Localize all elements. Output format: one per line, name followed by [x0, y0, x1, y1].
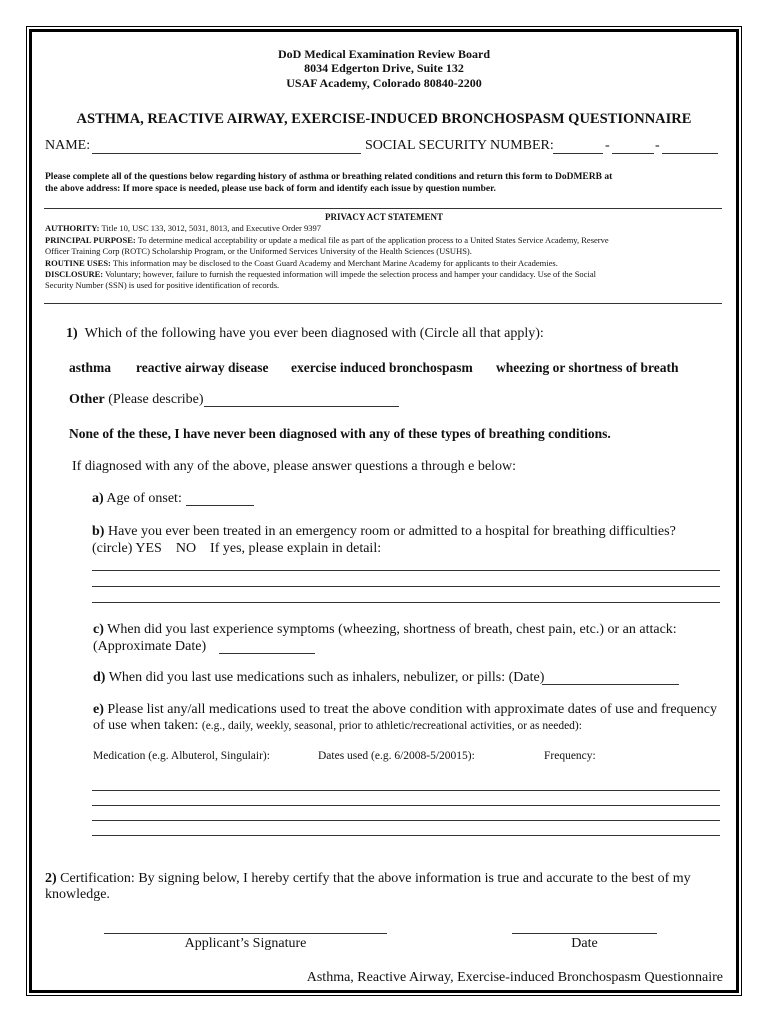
qd-date-field[interactable] [542, 684, 679, 685]
qe-text: Please list any/all medications used to treat the above condition with approximate dates of use and frequency [107, 702, 717, 717]
divider-top [44, 208, 722, 209]
form-title: ASTHMA, REACTIVE AIRWAY, EXERCISE-INDUCED BRONCHOSPASM QUESTIONNAIRE [76, 111, 692, 127]
routine-line [45, 258, 558, 269]
address-line-2: USAF Academy, Colorado 80840-2200 [286, 76, 482, 90]
qa-text: Age of onset: [106, 491, 182, 506]
privacy-heading: PRIVACY ACT STATEMENT [324, 212, 444, 222]
qe-label: e) [93, 702, 104, 717]
ssn-dash-1: - [605, 138, 610, 153]
question-e [93, 702, 717, 718]
authority-label: AUTHORITY: [45, 223, 100, 233]
disclosure-line [45, 269, 596, 280]
instructions-line-1: Please complete all of the questions below regarding history of asthma or breathing related conditions and return this form to DoDMERB at [45, 172, 613, 182]
divider-bottom [44, 303, 722, 304]
signature-label: Applicant’s Signature [184, 936, 307, 951]
medication-line-1[interactable] [92, 790, 720, 791]
purpose-line [45, 235, 609, 246]
ssn-label: SOCIAL SECURITY NUMBER: [365, 138, 554, 153]
qc-label: c) [93, 622, 104, 637]
question-b [92, 524, 676, 540]
qb-text: Have you ever been treated in an emergency room or admitted to a hospital for breathing difficulties? [107, 524, 676, 539]
org-name: DoD Medical Examination Review Board [278, 47, 490, 61]
option-exercise-bronchospasm[interactable]: exercise induced bronchospasm [291, 360, 473, 375]
qb-answer-line-2[interactable] [92, 586, 720, 587]
purpose-label: PRINCIPAL PURPOSE: [45, 235, 136, 245]
option-wheezing[interactable]: wheezing or shortness of breath [496, 360, 679, 375]
question-d [93, 670, 544, 686]
qb-answer-line-3[interactable] [92, 602, 720, 603]
routine-label: ROUTINE USES: [45, 258, 111, 268]
option-reactive-airway[interactable]: reactive airway disease [136, 360, 269, 375]
date-line[interactable] [512, 933, 657, 934]
address-line-1: 8034 Edgerton Drive, Suite 132 [304, 61, 464, 75]
qe-text-2-small: (e.g., daily, weekly, seasonal, prior to athletic/recreational activities, or as needed): [201, 720, 582, 732]
qe-text-2 [93, 718, 582, 734]
question-c [93, 622, 677, 638]
question-1 [66, 326, 544, 342]
purpose-text-2: Officer Training Corp (ROTC) Scholarship Program, or the Uniformed Services University of the Health Sciences (USUHS). [45, 246, 472, 256]
question-2 [45, 871, 691, 887]
ssn-field-part2[interactable] [612, 153, 654, 154]
qb-answer-line-1[interactable] [92, 570, 720, 571]
qb-text-2: (circle) YES NO If yes, please explain in detail: [92, 541, 382, 556]
name-label: NAME: [45, 138, 91, 153]
q2-text-2: knowledge. [45, 887, 110, 902]
footer-title: Asthma, Reactive Airway, Exercise-induced Bronchospasm Questionnaire [306, 970, 723, 985]
qd-label: d) [93, 670, 106, 685]
qc-date-field[interactable] [219, 653, 315, 654]
medication-line-3[interactable] [92, 820, 720, 821]
disclosure-text: Voluntary; however, failure to furnish the requested information will impede the selection process and hamper your candidacy. Use of the Social [105, 269, 596, 279]
q1-text: Which of the following have you ever been diagnosed with (Circle all that apply): [84, 326, 544, 341]
name-field[interactable] [92, 153, 361, 154]
q2-number: 2) [45, 871, 57, 886]
ssn-field-part1[interactable] [553, 153, 603, 154]
col-medication: Medication (e.g. Albuterol, Singulair): [93, 750, 270, 762]
disclosure-text-2: Security Number (SSN) is used for positive identification of records. [45, 280, 280, 290]
col-dates: Dates used (e.g. 6/2008-5/20015): [318, 750, 475, 762]
option-asthma[interactable]: asthma [69, 360, 112, 375]
instructions-line-2: the above address: If more space is needed, please use back of form and identify each issue by question number. [45, 184, 496, 194]
qa-label: a) [92, 491, 104, 506]
option-none[interactable]: None of the these, I have never been diagnosed with any of these types of breathing conditions. [69, 426, 611, 441]
medication-line-4[interactable] [92, 835, 720, 836]
routine-text: This information may be disclosed to the Coast Guard Academy and Merchant Marine Academy for applicants to their Academies. [112, 258, 558, 268]
form-frame [29, 29, 739, 993]
ssn-field-part3[interactable] [662, 153, 718, 154]
followup-instruction: If diagnosed with any of the above, please answer questions a through e below: [72, 459, 516, 474]
age-of-onset-field[interactable] [186, 505, 254, 506]
other-label: Other [69, 392, 105, 407]
qd-text: When did you last use medications such as inhalers, nebulizer, or pills: (Date) [108, 670, 545, 685]
signature-line[interactable] [104, 933, 387, 934]
qc-text-2: (Approximate Date) [93, 639, 207, 654]
qe-text-2-main: of use when taken: [93, 718, 199, 733]
purpose-text: To determine medical acceptability or update a medical file as part of the application process to a United States Service Academy, Reserve [137, 235, 609, 245]
other-text: (Please describe) [108, 392, 204, 407]
col-frequency: Frequency: [544, 750, 596, 762]
date-label: Date [571, 936, 598, 951]
option-other[interactable] [69, 392, 204, 408]
authority-text: Title 10, USC 133, 3012, 5031, 8013, and Executive Order 9397 [101, 223, 321, 233]
qb-label: b) [92, 524, 105, 539]
q1-number: 1) [66, 326, 78, 341]
question-a [92, 491, 182, 507]
medication-line-2[interactable] [92, 805, 720, 806]
qc-text: When did you last experience symptoms (wheezing, shortness of breath, chest pain, etc.) or an attack: [107, 622, 677, 637]
authority-line [45, 223, 321, 234]
disclosure-label: DISCLOSURE: [45, 269, 104, 279]
ssn-dash-2: - [655, 138, 660, 153]
other-describe-field[interactable] [204, 406, 399, 407]
q2-text: Certification: By signing below, I hereby certify that the above information is true and accurate to the best of my [60, 871, 691, 886]
